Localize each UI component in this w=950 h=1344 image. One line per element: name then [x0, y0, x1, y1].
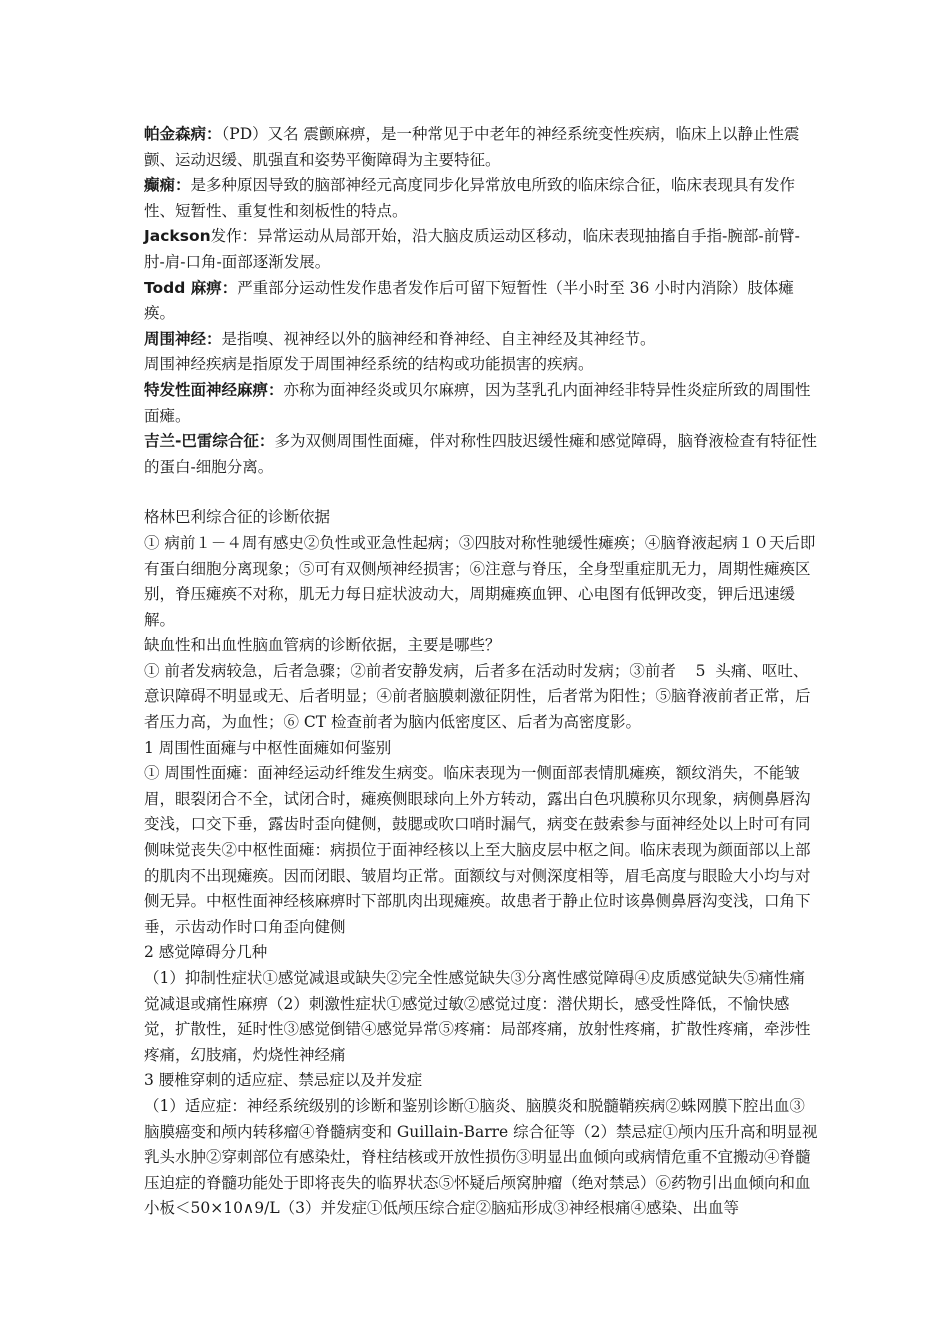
- definition-text: 是指嗅、视神经以外的脑神经和脊神经、自主神经及其神经节。: [221, 329, 656, 348]
- term-label: 周围神经：: [144, 329, 222, 348]
- section-heading-stroke: 缺血性和出血性脑血管病的诊断依据，主要是哪些？: [144, 636, 501, 655]
- section-body-stroke: ① 前者发病较急，后者急骤；②前者安静发病，后者多在活动时发病；③前者 5 头痛、呕吐、意识障碍不明显或无、后者明显；④前者脑膜刺激征阴性，后者常为阳性；⑤脑脊液前者正常，后者压力高，为血性；⑥ CT 检查前者为脑内低密度区、后者为高密度影。: [144, 661, 811, 732]
- section-body-facial: ① 周围性面瘫：面神经运动纤维发生病变。临床表现为一侧面部表情肌瘫痪，额纹消失，不能皱眉，眼裂闭合不全，试闭合时，瘫痪侧眼球向上外方转动，露出白色巩膜称贝尔现象，病侧鼻唇沟变浅，口交下垂，露齿时歪向健侧，鼓腮或吹口哨时漏气，病变在鼓索参与面神经处以上时可有同侧味觉丧失②中枢性面瘫：病损位于面神经核以上至大脑皮层中枢之间。临床表现为颜面部以上部的肌肉不出现瘫痪。因而闭眼、皱眉均正常。面额纹与对侧深度相等，眉毛高度与眼睑大小均与对侧无异。中枢性面神经核麻痹时下部肌肉出现瘫痪。故患者于静止位时该鼻侧鼻唇沟变浅，口角下垂，示齿动作时口角歪向健侧: [144, 764, 811, 936]
- section-body-gbs: ① 病前１－４周有感史②负性或亚急性起病；③四肢对称性驰缓性瘫痪；④脑脊液起病１０天后即有蛋白细胞分离现象；⑤可有双侧颅神经损害；⑥注意与脊压，全身型重症肌无力，周期性瘫痪区别，脊压瘫痪不对称，肌无力每日症状波动大，周期瘫痪血钾、心电图有低钾改变，钾后迅速缓解。: [144, 533, 816, 629]
- definition-gbs: [144, 429, 820, 480]
- term-label: Jackson: [144, 227, 211, 246]
- term-label: 吉兰-巴雷综合征：: [144, 432, 275, 451]
- definition-text: 严重部分运动性发作患者发作后可留下短暂性（半小时至 36 小时内消除）肢体瘫痪。: [144, 278, 794, 323]
- term-label: 特发性面神经麻痹：: [144, 380, 284, 399]
- definition-text: （PD）又名 震颤麻痹，是一种常见于中老年的神经系统变性疾病，临床上以静止性震颤、运动迟缓、肌强直和姿势平衡障碍为主要特征。: [144, 125, 800, 169]
- definition-text: 亦称为面神经炎或贝尔麻痹，因为茎乳孔内面神经非特异性炎症所致的周围性面瘫。: [144, 380, 811, 425]
- definition-epilepsy: [144, 173, 820, 224]
- section-heading-sensory: 2 感觉障碍分几种: [144, 943, 268, 962]
- section-body-sensory: （1）抑制性症状①感觉减退或缺失②完全性感觉缺失③分离性感觉障碍④皮质感觉缺失⑤痛性痛觉减退或痛性麻痹（2）刺激性症状①感觉过敏②感觉过度：潜伏期长，感受性降低，不愉快感觉，扩散性，延时性③感觉倒错④感觉异常⑤疼痛：局部疼痛，放射性疼痛，扩散性疼痛，牵涉性疼痛，幻肢痛，灼烧性神经痛: [144, 969, 811, 1064]
- section-heading-gbs: 格林巴利综合征的诊断依据: [144, 508, 331, 527]
- definition-text: 周围神经疾病是指原发于周围神经系统的结构或功能损害的疾病。: [144, 355, 594, 374]
- definition-bell-palsy: [144, 378, 820, 429]
- definition-peripheral-nerve: [144, 327, 820, 353]
- definition-todd: [144, 276, 820, 327]
- term-label: 帕金森病：: [144, 125, 222, 143]
- definition-text: 发作：异常运动从局部开始，沿大脑皮质运动区移动，临床表现抽搐自手指-腕部-前臂-肘-肩-口角-面部逐渐发展。: [144, 227, 800, 271]
- term-label: Todd 麻痹：: [144, 278, 238, 297]
- document-page: [144, 122, 820, 1222]
- definition-peripheral-disease: [144, 352, 820, 378]
- definition-text: 是多种原因导致的脑部神经元高度同步化异常放电所致的临床综合征，临床表现具有发作性、短暂性、重复性和刻板性的特点。: [144, 176, 796, 220]
- definition-text: 多为双侧周围性面瘫，伴对称性四肢迟缓性瘫和感觉障碍，脑脊液检查有特征性的蛋白-细胞分离。: [144, 432, 817, 476]
- section-body-lumbar: （1）适应症：神经系统级别的诊断和鉴别诊断①脑炎、脑膜炎和脱髓鞘疾病②蛛网膜下腔出血③脑膜癌变和颅内转移瘤④脊髓病变和 Guillain-Barre 综合征等（2）禁忌症①颅内压升高和明显视乳头水肿②穿刺部位有感染灶，脊柱结核或开放性损伤③明显出血倾向或病情危重不宜搬动④脊髓压迫症的脊髓功能处于即将丧失的临界状态⑤怀疑后颅窝肿瘤（绝对禁忌）⑥药物引出血倾向和血小板＜50×10∧9/L（3）并发症①低颅压综合症②脑疝形成③神经根痛④感染、出血等: [144, 1096, 818, 1218]
- section-heading-lumbar: 3 腰椎穿刺的适应症、禁忌症以及并发症: [144, 1071, 423, 1090]
- section-heading-facial: 1 周围性面瘫与中枢性面瘫如何鉴别: [144, 738, 392, 757]
- term-label: 癫痫：: [144, 176, 191, 195]
- paragraph-gap: [144, 480, 820, 505]
- definition-parkinson: [144, 122, 820, 173]
- definition-jackson: [144, 224, 820, 275]
